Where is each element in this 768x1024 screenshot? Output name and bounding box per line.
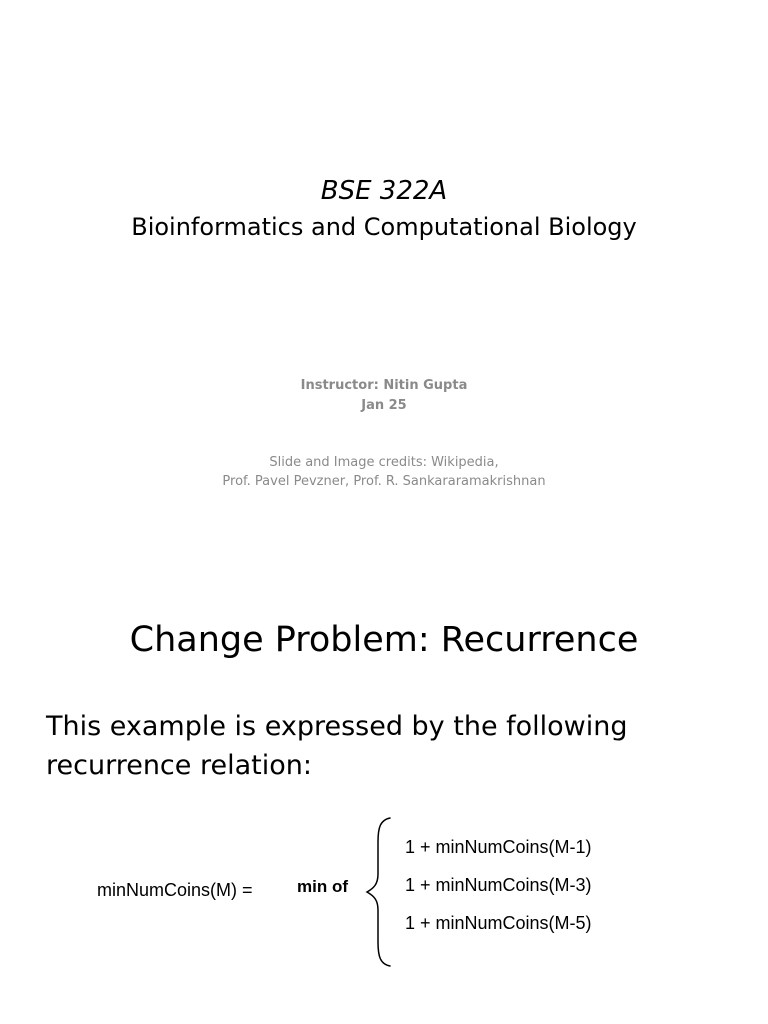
course-code: BSE 322A bbox=[320, 176, 448, 206]
slide-title-heading: Change Problem: Recurrence bbox=[129, 620, 639, 660]
min-of-operator: min of bbox=[297, 877, 348, 896]
lecture-date: Jan 25 bbox=[361, 398, 407, 413]
credits-line-1: Slide and Image credits: Wikipedia, bbox=[269, 455, 499, 470]
course-title: Bioinformatics and Computational Biology bbox=[131, 213, 637, 241]
instructor-name: Instructor: Nitin Gupta bbox=[300, 378, 468, 393]
slide-recurrence bbox=[0, 576, 768, 1024]
recurrence-case-3: 1 + minNumCoins(M-5) bbox=[405, 913, 592, 933]
credits-line-2: Prof. Pavel Pevzner, Prof. R. Sankararamakrishnan bbox=[222, 474, 546, 489]
function-lhs: minNumCoins(M) = bbox=[97, 880, 253, 900]
left-brace-icon bbox=[362, 816, 394, 968]
recurrence-case-2: 1 + minNumCoins(M-3) bbox=[405, 875, 592, 895]
recurrence-case-1: 1 + minNumCoins(M-1) bbox=[405, 837, 592, 857]
body-text: This example is expressed by the following recurrence relation: bbox=[46, 711, 628, 781]
